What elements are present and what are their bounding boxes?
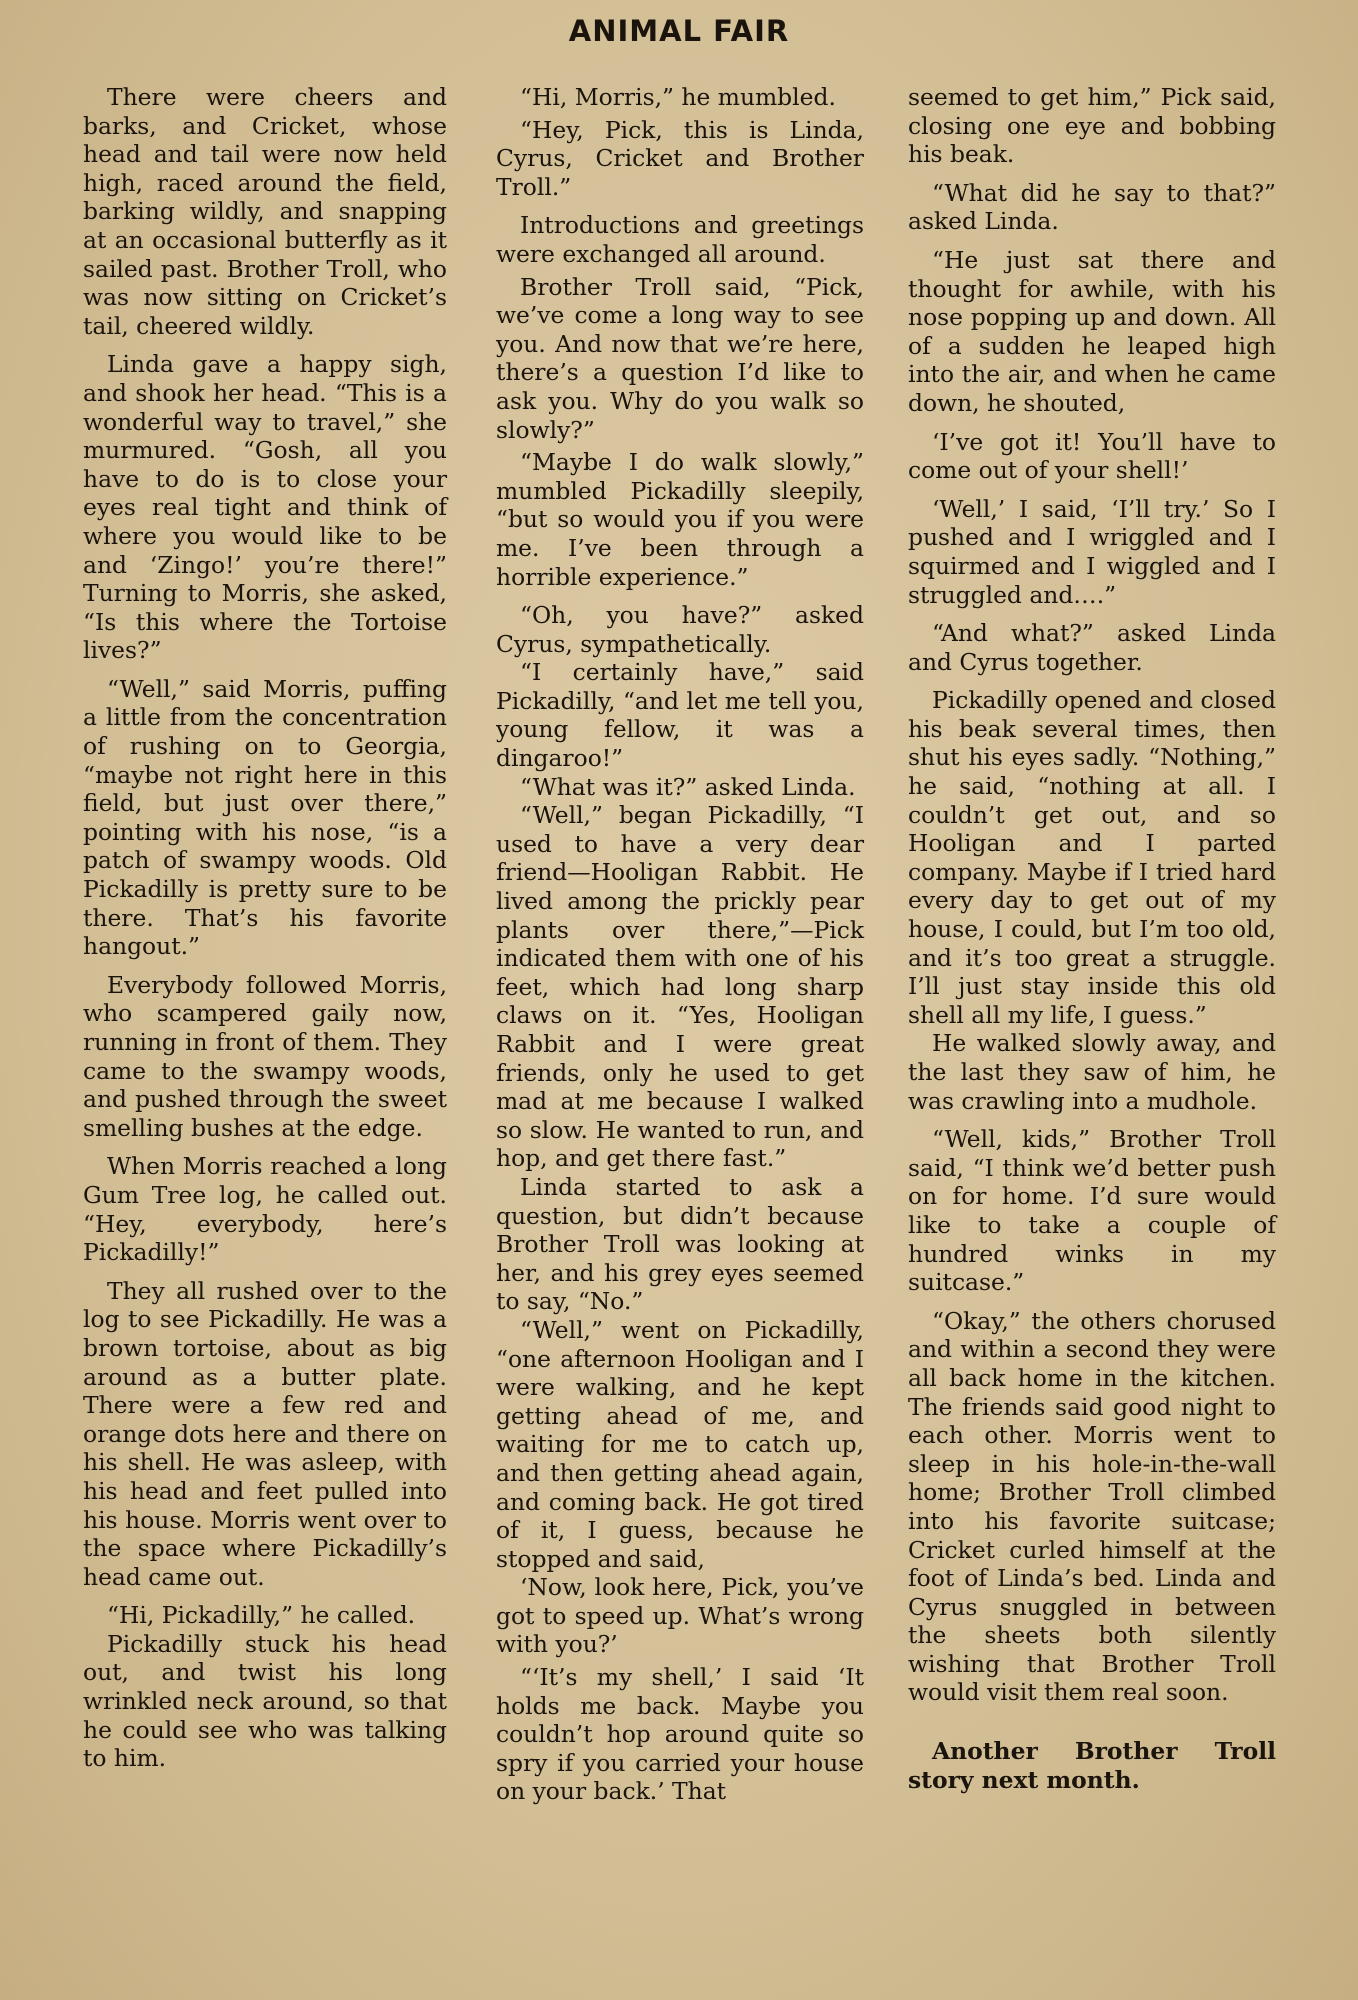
paragraph: There were cheers and barks, and Cricket, whose head and tail were now held high, raced around the field, barking wildly, and snapping at an occasional butterfly as it sailed past. Brother Troll, who was now sitting on Cricket’s tail, cheered wildly. <box>83 83 447 340</box>
paragraph: They all rushed over to the log to see Pickadilly. He was a brown tortoise, about as big around as a butter plate. There were a few red and orange dots here and there on his shell. He was asleep, with his head and feet pulled into his house. Morris went over to the space where Pickadilly’s head came out. <box>83 1276 447 1591</box>
paragraph: Everybody followed Morris, who scampered gaily now, running in front of them. They came to the swampy woods, and pushed through the sweet smelling bushes at the edge. <box>83 970 447 1142</box>
paragraph: “Well,” went on Pickadilly, “one afternoon Hooligan and I were walking, and he kept getting ahead of me, and waiting for me to catch up, and then getting ahead again, and coming back. He got tired of it, I guess, because he stopped and said, <box>496 1315 864 1573</box>
paragraph: “Hi, Pickadilly,” he called. <box>107 1601 416 1630</box>
paragraph: ‘Well,’ I said, ‘I’ll try.’ So I pushed and I wriggled and I squirmed and I wiggled and I struggled and….” <box>908 494 1276 609</box>
paragraph: Brother Troll said, “Pick, we’ve come a long way to see you. And now that we’re here, there’s a question I’d like to ask you. Why do you walk so slowly?” <box>496 272 864 444</box>
paragraph: ‘Now, look here, Pick, you’ve got to speed up. What’s wrong with you?’ <box>496 1573 864 1659</box>
paragraph: “I certainly have,” said Pickadilly, “and let me tell you, young fellow, it was a dingaroo!” <box>496 658 864 773</box>
paragraph: “Well, kids,” Brother Troll said, “I think we’d better push on for home. I’d sure would like to take a couple of hundred winks in my suitcase.” <box>908 1125 1276 1297</box>
paragraph: ‘I’ve got it! You’ll have to come out of your shell!’ <box>908 427 1276 485</box>
column-2 <box>496 83 864 1816</box>
page-header: ANIMAL FAIR <box>568 14 790 48</box>
paragraph: “‘It’s my shell,’ I said ‘It holds me back. Maybe you couldn’t hop around quite so spry if you carried your house on your back.’ That <box>496 1663 864 1806</box>
paragraph: “Maybe I do walk slowly,” mumbled Pickadilly sleepily, “but so would you if you were me. I’ve been through a horrible experience.” <box>496 448 864 591</box>
column-3 <box>908 83 1276 1804</box>
paragraph: Linda gave a happy sigh, and shook her head. “This is a wonderful way to travel,” she murmured. “Gosh, all you have to do is to close your eyes real tight and think of where you would like to be and ‘Zingo!’ you’re there!” Turning to Morris, she asked, “Is this where the Tortoise lives?” <box>83 350 447 665</box>
paragraph: He walked slowly away, and the last they saw of him, he was crawling into a mudhole. <box>908 1029 1276 1115</box>
paragraph: “He just sat there and thought for awhile, with his nose popping up and down. All of a sudden he leaped high into the air, and when he came down, he shouted, <box>908 245 1276 417</box>
paragraph: Pickadilly opened and closed his beak several times, then shut his eyes sadly. “Nothing,” he said, “nothing at all. I couldn’t get out, and so Hooligan and I parted company. Maybe if I tried hard every day to get out of my house, I could, but I’m too old, and it’s too great a struggle. I’ll just stay inside this old shell all my life, I guess.” <box>908 686 1276 1029</box>
paragraph: Introductions and greetings were exchanged all around. <box>496 211 864 268</box>
paragraph: “Well,” began Pickadilly, “I used to have a very dear friend—Hooligan Rabbit. He lived among the prickly pear plants over there,”—Pick indicated them with one of his feet, which had long sharp claws on it. “Yes, Hooligan Rabbit and I were great friends, only he used to get mad at me because I walked so slow. He wanted to run, and hop, and get there fast.” <box>496 801 864 1173</box>
column-1 <box>83 83 447 1783</box>
paragraph: “Okay,” the others chorused and within a second they were all back home in the kitchen. The friends said good night to each other. Morris went to sleep in his hole-in-the-wall home; Brother Troll climbed into his favorite suitcase; Cricket curled himself at the foot of Linda’s bed. Linda and Cyrus snuggled in between the sheets both silently wishing that Brother Troll would visit them real soon. <box>908 1306 1276 1707</box>
paragraph: “Hi, Morris,” he mumbled. <box>520 83 836 111</box>
paragraph: “And what?” asked Linda and Cyrus together. <box>908 619 1276 676</box>
paragraph: “Hey, Pick, this is Linda, Cyrus, Cricket and Brother Troll.” <box>496 115 864 201</box>
paragraph: “Oh, you have?” asked Cyrus, sympathetically. <box>496 601 864 658</box>
paragraph: Linda started to ask a question, but didn’t because Brother Troll was looking at her, and his grey eyes seemed to say, “No.” <box>496 1172 864 1316</box>
paragraph: Pickadilly stuck his head out, and twist his long wrinkled neck around, so that he could see who was talking to him. <box>83 1629 447 1773</box>
paragraph: seemed to get him,” Pick said, closing one eye and bobbing his beak. <box>908 83 1276 169</box>
paragraph: “Well,” said Morris, puffing a little from the concentration of rushing on to Georgia, “maybe not right here in this field, but just over there,” pointing with his nose, “is a patch of swampy woods. Old Pickadilly is pretty sure to be there. That’s his favorite hangout.” <box>83 674 447 961</box>
paragraph: “What was it?” asked Linda. <box>520 772 856 801</box>
closing-note: Another Brother Troll story next month. <box>908 1737 1276 1794</box>
paragraph: “What did he say to that?” asked Linda. <box>908 178 1276 236</box>
paragraph: When Morris reached a long Gum Tree log, he called out. “Hey, everybody, here’s Pickadilly!” <box>83 1152 447 1267</box>
